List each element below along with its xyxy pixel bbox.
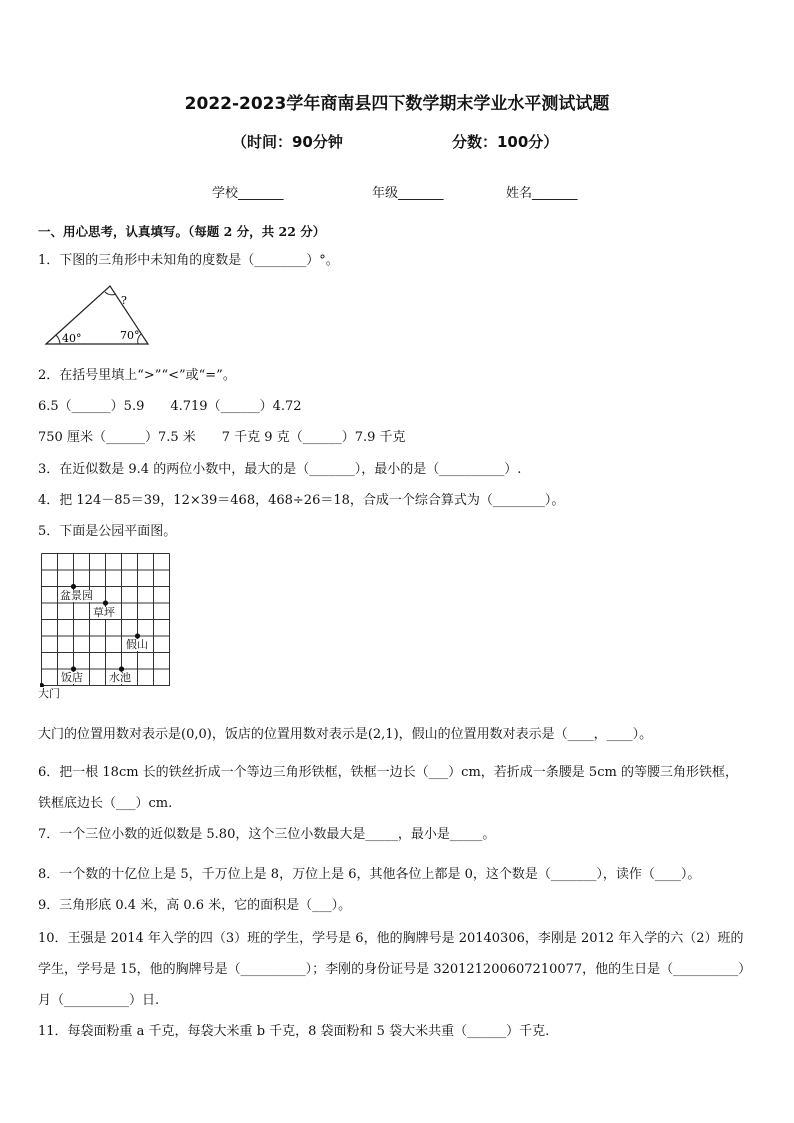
question-6b: 铁框底边长（___）cm. xyxy=(38,796,173,811)
flower-garden-label: 盆景园 xyxy=(60,589,93,602)
angle-70-label: 70° xyxy=(120,329,140,342)
park-map xyxy=(40,553,172,701)
rockery-label: 假山 xyxy=(126,638,148,651)
lawn-label: 草坪 xyxy=(93,606,115,619)
restaurant-label: 饭店 xyxy=(61,671,83,684)
question-7: 7．一个三位小数的近似数是 5.80，这个三位小数最大是_____，最小是_____。 xyxy=(38,827,496,842)
question-2a: 6.5（______）5.9 4.719（______）4.72 xyxy=(38,399,302,414)
question-3: 3．在近似数是 9.4 的两位小数中，最大的是（_______），最小的是（__________）. xyxy=(38,462,522,477)
park-grid xyxy=(40,553,172,687)
question-5: 5．下面是公园平面图。 xyxy=(38,524,177,539)
exam-time: （时间：90分钟 xyxy=(232,133,343,151)
lawn-point xyxy=(103,600,108,605)
question-2b: 750 厘米（______）7.5 米 7 千克 9 克（______）7.9 千克 xyxy=(38,430,406,445)
question-5b: 大门的位置用数对表示是(0,0)，饭店的位置用数对表示是(2,1)，假山的位置用数对表示是（____，____）。 xyxy=(38,727,653,742)
question-10a: 10．王强是 2014 年入学的四（3）班的学生，学号是 6，他的胸牌号是 20140306，李刚是 2012 年入学的六（2）班的 xyxy=(38,931,744,946)
angle-40-label: 40° xyxy=(62,332,82,345)
question-9: 9．三角形底 0.4 米，高 0.6 米，它的面积是（___）。 xyxy=(38,898,352,913)
question-6a: 6．把一根 18cm 长的铁丝折成一个等边三角形铁框，铁框一边长（___）cm，若折成一条腰是 5cm 的等腰三角形铁框， xyxy=(38,765,738,780)
pool-label: 水池 xyxy=(109,671,131,684)
question-10c: 月（__________）日. xyxy=(38,993,160,1008)
page-title: 2022-2023学年商南县四下数学期末学业水平测试试题 xyxy=(184,94,610,114)
name-field: 姓名_______ xyxy=(506,186,578,201)
question-4: 4．把 124－85＝39，12×39＝468，468÷26＝18，合成一个综合算式为（________）。 xyxy=(38,493,565,508)
unknown-angle-label: ? xyxy=(121,294,127,307)
exam-score: 分数：100分） xyxy=(452,133,559,151)
question-2: 2．在括号里填上“>”“<”或“=”。 xyxy=(38,368,236,383)
question-1: 1．下图的三角形中未知角的度数是（________）°。 xyxy=(38,253,339,268)
section-heading: 一、用心思考，认真填写。（每题 2 分，共 22 分） xyxy=(38,224,326,239)
question-10b: 学生，学号是 15，他的胸牌号是（__________）；李刚的身份证号是 320121200607210077，他的生日是（__________） xyxy=(38,962,752,977)
gate-label: 大门 xyxy=(38,687,60,700)
question-8: 8．一个数的十亿位上是 5，千万位上是 8，万位上是 6，其他各位上都是 0，这个数是（_______），读作（____）。 xyxy=(38,867,701,882)
question-11: 11．每袋面粉重 a 千克，每袋大米重 b 千克，8 袋面粉和 5 袋大米共重（______）千克. xyxy=(38,1024,550,1039)
school-field: 学校_______ xyxy=(212,186,284,201)
grade-field: 年级_______ xyxy=(372,186,444,201)
triangle-figure xyxy=(40,278,152,348)
